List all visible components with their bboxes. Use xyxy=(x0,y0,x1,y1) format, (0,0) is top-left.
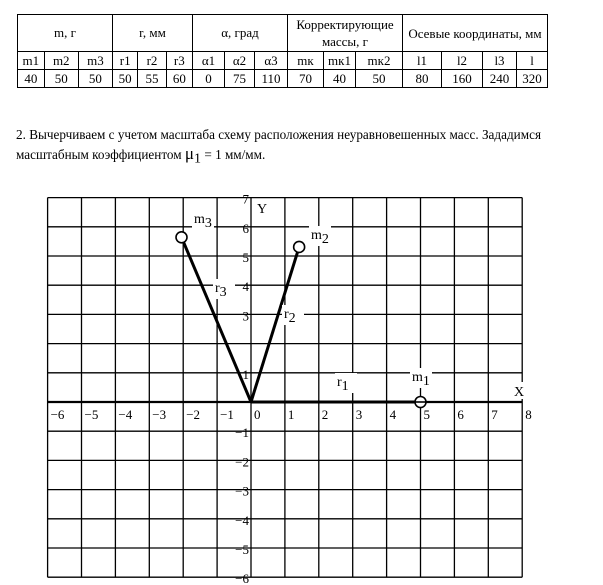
radius-r3-label-sub: 3 xyxy=(219,285,227,300)
sub-header-l1: l1 xyxy=(403,52,442,70)
group-header-correcting-masses: Корректирующие массы, г xyxy=(288,15,403,52)
x-tick-label: 8 xyxy=(525,407,532,422)
x-tick-label: −6 xyxy=(50,407,65,422)
sub-header-mк2: mк2 xyxy=(356,52,403,70)
sub-header-α2: α2 xyxy=(225,52,255,70)
x-tick-label: 2 xyxy=(321,407,329,422)
x-tick-label: 0 xyxy=(254,407,261,422)
y-tick-label: −6 xyxy=(235,571,249,585)
group-header-axial-coordinates: Осевые координаты, мм xyxy=(403,15,548,52)
sub-header-α1: α1 xyxy=(193,52,225,70)
instruction-paragraph xyxy=(16,125,601,169)
sub-header-m3: m3 xyxy=(78,52,112,70)
mass-point-m3 xyxy=(176,232,187,243)
value-m2: 50 xyxy=(44,70,78,88)
radius-r2-label-main: r xyxy=(284,307,289,322)
y-tick-label: 4 xyxy=(242,279,249,295)
mu-symbol: μ xyxy=(184,144,195,163)
sub-header-r3: r3 xyxy=(166,52,192,70)
x-tick-label: −1 xyxy=(220,407,234,422)
radius-r2-label-sub: 2 xyxy=(288,311,296,326)
group-header-mass: m, г xyxy=(18,15,113,52)
mass-m3-label-sub: 3 xyxy=(204,216,212,231)
mu-subscript: 1 xyxy=(194,151,202,167)
tick-labels xyxy=(51,192,532,585)
value-r2: 55 xyxy=(138,70,166,88)
mass-m3-label-main: m xyxy=(194,212,205,227)
x-tick-label: −3 xyxy=(152,407,167,422)
value-l1: 80 xyxy=(403,70,442,88)
mass-layout-chart xyxy=(0,180,603,585)
group-header-radius: r, мм xyxy=(113,15,193,52)
value-l: 320 xyxy=(517,70,548,88)
parameters-table xyxy=(17,14,548,88)
value-l3: 240 xyxy=(483,70,517,88)
sub-header-l: l xyxy=(517,52,548,70)
scale-value: 1 мм/мм. xyxy=(215,147,266,162)
mass-m2-label-main: m xyxy=(311,228,322,243)
x-tick-label: 7 xyxy=(491,407,498,422)
group-header-angle: α, град xyxy=(193,15,288,52)
values-row xyxy=(18,70,548,88)
equals-sign: = xyxy=(201,147,216,162)
x-axis-label: X xyxy=(514,385,525,400)
value-α2: 75 xyxy=(225,70,255,88)
sub-header-m1: m1 xyxy=(18,52,45,70)
vector-r3 xyxy=(182,237,251,402)
value-α3: 110 xyxy=(255,70,288,88)
sub-header-row xyxy=(18,52,548,70)
sub-header-r2: r2 xyxy=(138,52,166,70)
value-m3: 50 xyxy=(78,70,112,88)
y-tick-label: −4 xyxy=(235,512,249,528)
y-axis-label: Y xyxy=(257,202,268,217)
y-tick-label: 6 xyxy=(242,220,249,236)
value-m1: 40 xyxy=(18,70,45,88)
x-tick-label: 3 xyxy=(355,407,363,422)
x-tick-label: 5 xyxy=(423,407,430,422)
y-tick-label: 5 xyxy=(242,250,249,265)
vectors xyxy=(176,210,432,408)
mass-m1-label-main: m xyxy=(412,370,423,385)
value-l2: 160 xyxy=(442,70,483,88)
value-α1: 0 xyxy=(193,70,225,88)
x-tick-label: 4 xyxy=(389,407,397,422)
x-tick-label: −4 xyxy=(118,407,133,422)
radius-r3-label-main: r xyxy=(215,281,220,296)
sub-header-r1: r1 xyxy=(113,52,138,70)
y-tick-label: −2 xyxy=(235,454,249,470)
y-tick-label: −1 xyxy=(235,425,249,441)
value-mк2: 50 xyxy=(356,70,403,88)
value-mк: 70 xyxy=(288,70,324,88)
value-r3: 60 xyxy=(166,70,192,88)
sub-header-α3: α3 xyxy=(255,52,288,70)
sub-header-l3: l3 xyxy=(483,52,517,70)
x-tick-label: 6 xyxy=(457,407,464,422)
mass-m2-label-sub: 2 xyxy=(321,232,329,247)
y-tick-label: −5 xyxy=(235,542,249,557)
radius-r1-label-main: r xyxy=(337,375,342,390)
sub-header-mк: mк xyxy=(288,52,324,70)
mass-m1-label-sub: 1 xyxy=(422,374,430,389)
y-tick-label: −3 xyxy=(235,483,249,499)
y-tick-label: 1 xyxy=(242,366,249,382)
sub-header-l2: l2 xyxy=(442,52,483,70)
x-tick-label: 1 xyxy=(287,407,295,422)
grid xyxy=(48,198,523,578)
sub-header-m2: m2 xyxy=(44,52,78,70)
sub-header-mк1: mк1 xyxy=(324,52,356,70)
paragraph-text: 2. Вычерчиваем с учетом масштаба схему расположения неуравновешенных масс. Зададимся масштабным коэффициентом xyxy=(16,127,542,162)
y-tick-label: 3 xyxy=(242,308,249,324)
value-r1: 50 xyxy=(113,70,138,88)
radius-r1-label-sub: 1 xyxy=(341,379,349,394)
y-tick-label: 7 xyxy=(242,191,249,207)
value-mк1: 40 xyxy=(324,70,356,88)
mass-point-m2 xyxy=(294,241,305,252)
x-tick-label: −2 xyxy=(186,407,201,422)
x-tick-label: −5 xyxy=(84,407,99,422)
